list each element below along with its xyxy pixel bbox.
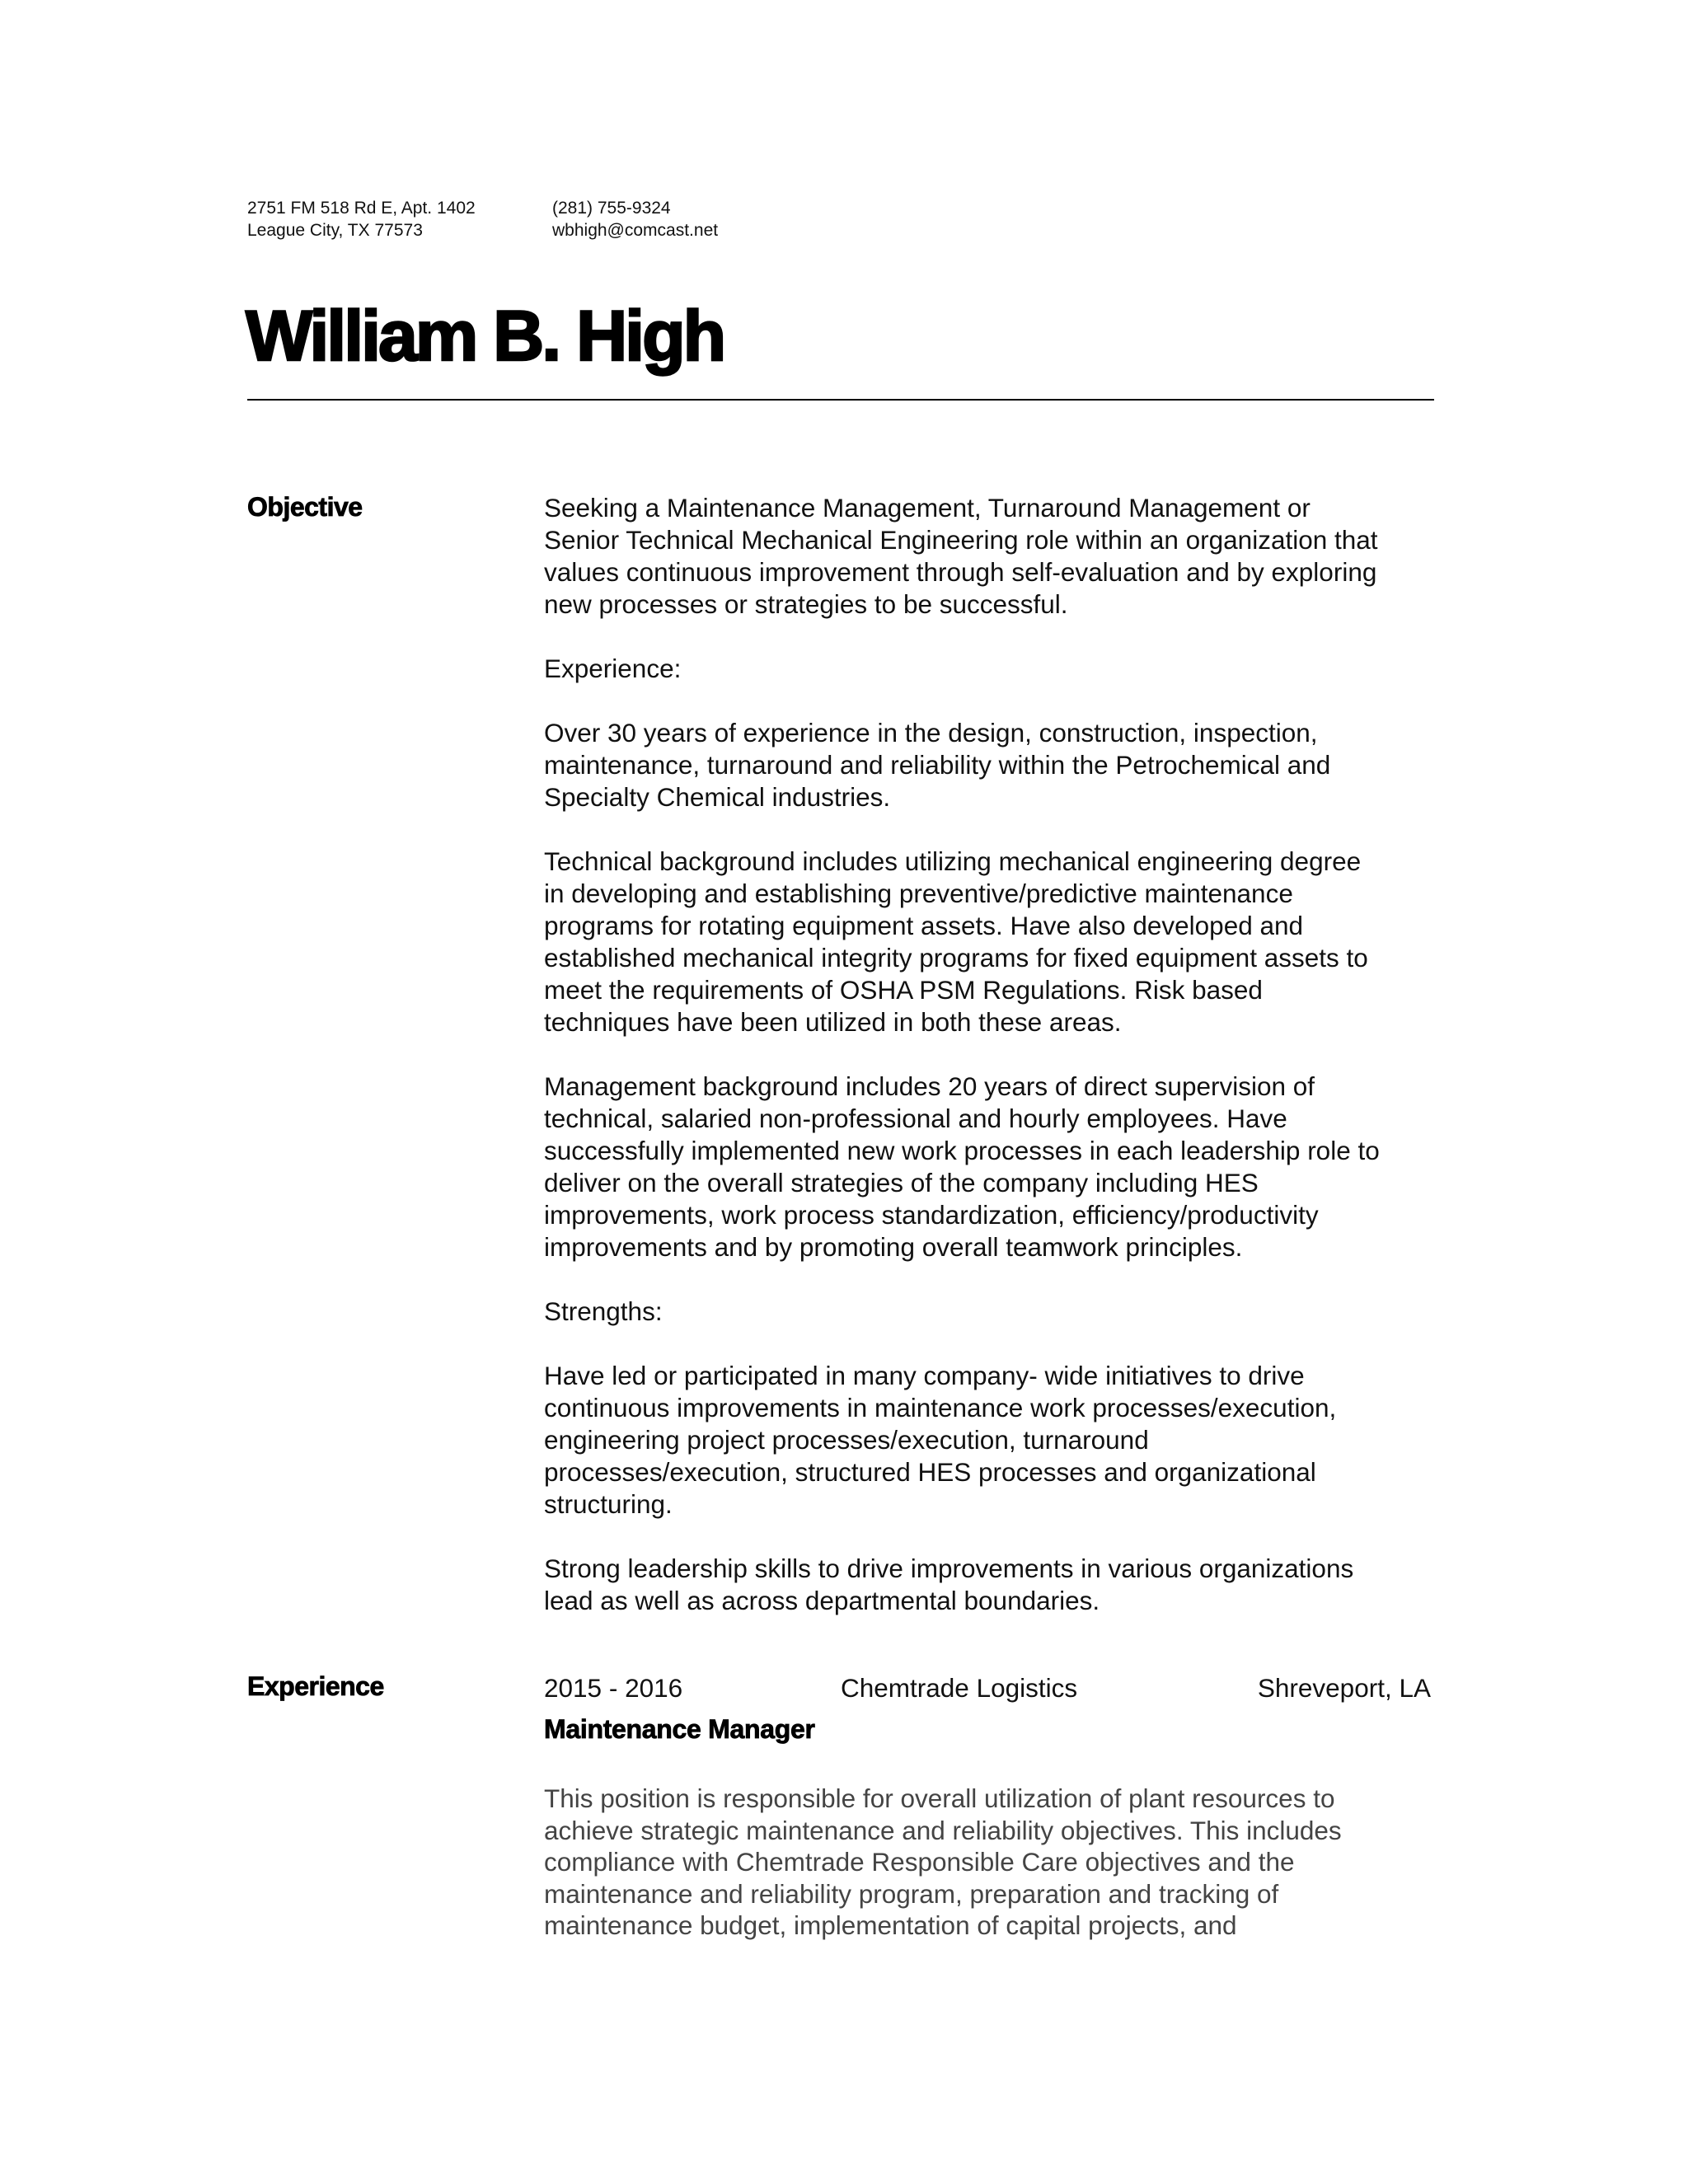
phone: (281) 755-9324 bbox=[552, 199, 671, 218]
text-line: techniques have been utilized in both these areas. bbox=[544, 1007, 1122, 1037]
job-dates: 2015 - 2016 bbox=[544, 1673, 683, 1703]
candidate-name: William B. High bbox=[246, 297, 724, 376]
text-line: maintenance budget, implementation of capital projects, and bbox=[544, 1910, 1237, 1940]
text-line: Technical background includes utilizing mechanical engineering degree bbox=[544, 846, 1362, 876]
text-line: in developing and establishing preventive/predictive maintenance bbox=[544, 879, 1293, 908]
address-line-2: League City, TX 77573 bbox=[247, 221, 423, 240]
text-line: processes/execution, structured HES processes and organizational bbox=[544, 1457, 1316, 1487]
text-line: established mechanical integrity programs for fixed equipment assets to bbox=[544, 943, 1368, 972]
job-title: Maintenance Manager bbox=[544, 1714, 815, 1744]
text-line: Specialty Chemical industries. bbox=[544, 782, 891, 812]
address-line-1: 2751 FM 518 Rd E, Apt. 1402 bbox=[247, 199, 476, 218]
management-background bbox=[544, 1071, 1442, 1263]
objective-summary bbox=[544, 492, 1442, 621]
text-line: engineering project processes/execution, turnaround bbox=[544, 1425, 1149, 1455]
text-line: Over 30 years of experience in the design, construction, inspection, bbox=[544, 718, 1318, 748]
text-line: technical, salaried non-professional and hourly employees. Have bbox=[544, 1104, 1287, 1133]
text-line: maintenance, turnaround and reliability within the Petrochemical and bbox=[544, 750, 1331, 780]
job-description bbox=[544, 1783, 1442, 1942]
text-line: successfully implemented new work processes in each leadership role to bbox=[544, 1136, 1380, 1165]
text-line: meet the requirements of OSHA PSM Regulations. Risk based bbox=[544, 975, 1263, 1005]
experience-subheading bbox=[544, 653, 1442, 685]
text-line: structuring. bbox=[544, 1489, 673, 1519]
strengths-subheading bbox=[544, 1296, 1442, 1328]
text-line: deliver on the overall strategies of the company including HES bbox=[544, 1168, 1259, 1197]
strengths-leadership bbox=[544, 1553, 1442, 1617]
text-line: maintenance and reliability program, preparation and tracking of bbox=[544, 1878, 1279, 1909]
text-line: programs for rotating equipment assets. Have also developed and bbox=[544, 911, 1304, 940]
text-line: Strengths: bbox=[544, 1296, 663, 1326]
job-header bbox=[544, 1671, 1431, 1704]
text-line: compliance with Chemtrade Responsible Care objectives and the bbox=[544, 1847, 1295, 1877]
text-line: values continuous improvement through self-evaluation and by exploring bbox=[544, 557, 1377, 587]
technical-background bbox=[544, 846, 1442, 1038]
text-line: new processes or strategies to be successful. bbox=[544, 589, 1068, 619]
text-line: Seeking a Maintenance Management, Turnaround Management or bbox=[544, 493, 1311, 523]
job-company: Chemtrade Logistics bbox=[841, 1673, 1078, 1703]
text-line: improvements and by promoting overall teamwork principles. bbox=[544, 1232, 1243, 1262]
email[interactable]: wbhigh@comcast.net bbox=[552, 221, 719, 240]
contact-phone-email bbox=[552, 197, 718, 241]
text-line: Management background includes 20 years of direct supervision of bbox=[544, 1071, 1315, 1101]
job-location: Shreveport, LA bbox=[1257, 1673, 1431, 1703]
objective-heading: Objective bbox=[247, 492, 363, 522]
text-line: Experience: bbox=[544, 654, 682, 683]
experience-summary bbox=[544, 717, 1442, 813]
contact-address bbox=[247, 197, 476, 241]
text-line: Have led or participated in many company- wide initiatives to drive bbox=[544, 1361, 1305, 1390]
text-line: Strong leadership skills to drive improvements in various organizations bbox=[544, 1554, 1354, 1583]
header-divider bbox=[247, 399, 1434, 401]
strengths-initiatives bbox=[544, 1360, 1442, 1521]
text-line: achieve strategic maintenance and reliability objectives. This includes bbox=[544, 1815, 1342, 1845]
text-line: continuous improvements in maintenance work processes/execution, bbox=[544, 1393, 1337, 1422]
text-line: This position is responsible for overall utilization of plant resources to bbox=[544, 1783, 1335, 1813]
text-line: lead as well as across departmental boundaries. bbox=[544, 1586, 1100, 1615]
text-line: improvements, work process standardization, efficiency/productivity bbox=[544, 1200, 1319, 1230]
objective-body bbox=[544, 492, 1442, 1649]
experience-heading: Experience bbox=[247, 1671, 384, 1701]
text-line: Senior Technical Mechanical Engineering role within an organization that bbox=[544, 525, 1378, 555]
